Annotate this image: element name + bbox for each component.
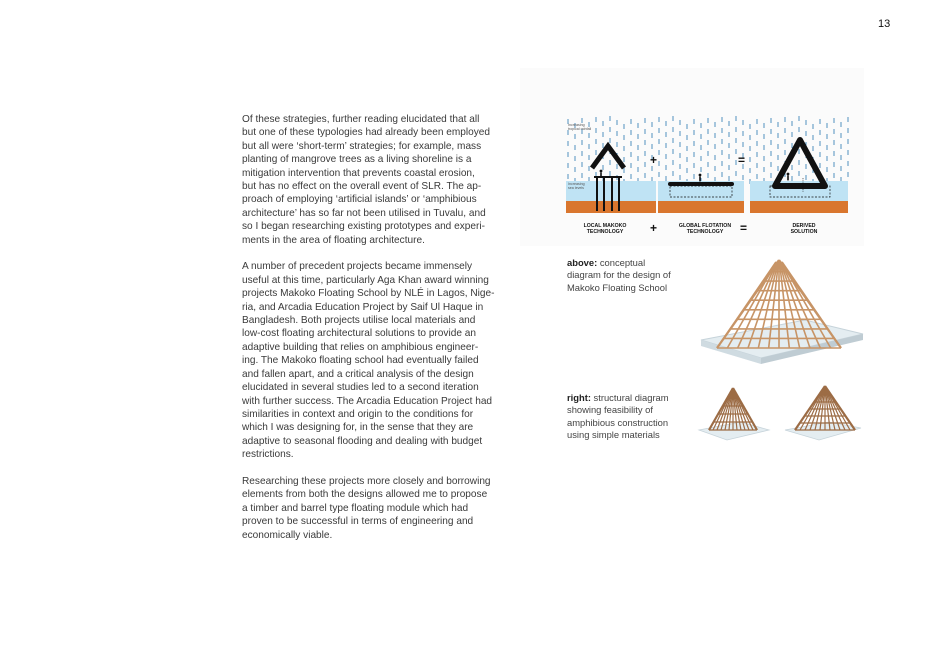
paragraph: Of these strategies, further reading elucidated that all but one of these typologies had already been employed but all were ‘short-term’ strategies; for example, mass planting of mangrove trees as a living shoreline is a mitigation intervention that prevents coastal erosion, but has no effect on the overall event of SLR. The ap- proach of employing ‘artificial islands’ or ‘amphibious architecture’ has so far not been utilised in Tuvalu, and so I began researching existing prototypes and experi- ments in the area of floating architecture. [242, 114, 491, 246]
paragraph: A number of precedent projects became immensely useful at this time, particularly Aga Khan award winning projects Makoko Floating School by NLÉ in Lagos, Nige- ria, and Arcadia Education Project by Saif Ul Haque in Bangladesh. Both projects utilise local materials and low-cost floating architectural solutions to provide an adaptive building that relies on amphibious engineer- ing. The Makoko floating school had eventually failed and fallen apart, and a critical analysis of the design elucidated in several studies led to a second iteration with further success. The Arcadia Education Project had similarities in context and origin to the conditions for which I was designing for, in the sense that they are adaptive to seasonal flooding and dealing with budget restrictions. [242, 261, 495, 461]
ground-strip [750, 201, 848, 213]
label-plus: + [650, 221, 658, 235]
label-equals: = [740, 221, 748, 235]
label-global-flotation: GLOBAL FLOTATION TECHNOLOGY [678, 223, 732, 235]
diagram-equals: = [738, 153, 746, 167]
diagram-labels [566, 223, 846, 243]
diagram-annotation-top: Increasing tropical rainfall [568, 123, 592, 131]
caption-lead: above: [567, 257, 598, 268]
diagram-annotation-bottom: Increasing sea levels [568, 182, 585, 190]
concept-diagram-graphic [520, 68, 864, 246]
caption-right [567, 392, 697, 441]
paragraph: Researching these projects more closely and borrowing elements from both the designs allowed me to propose a timber and barrel type floating module which had proven to be successful in terms of engineering and economically viable. [242, 475, 491, 541]
model-photo-small-left [697, 384, 771, 442]
model-photo-large [697, 258, 865, 373]
model-photo-small-right [779, 384, 865, 442]
page-number: 13 [878, 18, 891, 30]
label-local-makoko: LOCAL MAKOKO TECHNOLOGY [583, 223, 627, 235]
caption-lead: right: [567, 392, 591, 403]
concept-diagram [520, 68, 864, 246]
ground-strip [658, 201, 744, 213]
diagram-plus: + [650, 153, 658, 167]
caption-text: structural diagram showing feasibility of amphibious construction using simple materials [567, 392, 669, 440]
label-derived-solution: DERIVED SOLUTION [790, 223, 818, 235]
caption-above [567, 257, 697, 294]
body-text [242, 113, 500, 555]
caption-text: conceptual diagram for the design of Makoko Floating School [567, 257, 671, 293]
